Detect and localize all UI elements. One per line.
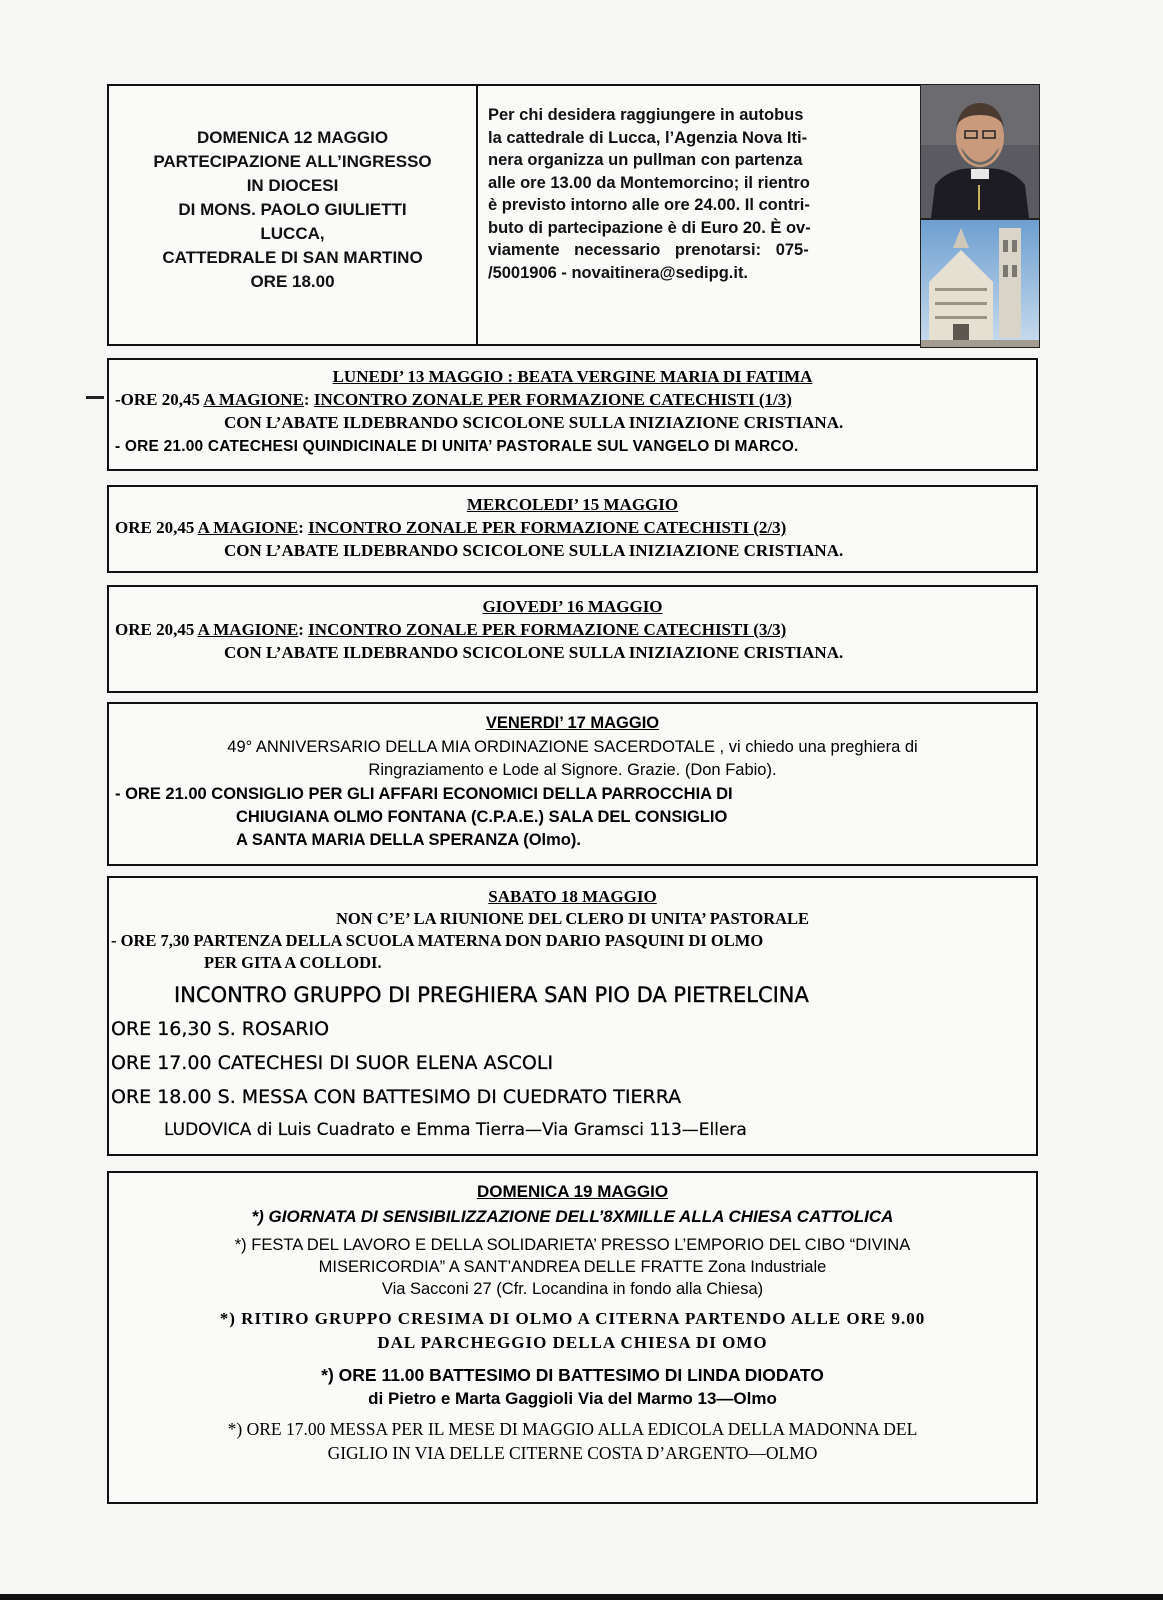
bus-info-line: nera organizza un pullman con partenza <box>488 151 803 169</box>
box1-line: DI MONS. PAOLO GIULIETTI <box>178 200 407 219</box>
schedule-box-friday <box>107 702 1038 866</box>
box1-line: DOMENICA 12 MAGGIO <box>196 128 389 147</box>
monday-sep: : <box>303 390 314 409</box>
sunday-baptism-line-2: di Pietro e Marta Gaggioli Via del Marmo 13—Olmo <box>368 1389 777 1408</box>
monday-line-3: - ORE 21.00 CATECHESI QUINDICINALE DI UNITA’ PASTORALE SUL VANGELO DI MARCO. <box>115 438 799 455</box>
margin-arrow-mark <box>86 396 104 399</box>
thursday-line-1 <box>115 619 786 641</box>
sunday-retreat-line-1: *) RITIRO GRUPPO CRESIMA DI OLMO A CITERNA PARTENDO ALLE ORE 9.00 <box>219 1309 926 1328</box>
schedule-box-saturday <box>107 876 1038 1156</box>
saturday-line-2: - ORE 7,30 PARTENZA DELLA SCUOLA MATERNA DON DARIO PASQUINI DI OLMO <box>111 931 764 950</box>
sunday-festa-line-3: Via Sacconi 27 (Cfr. Locandina in fondo alla Chiesa) <box>381 1280 764 1298</box>
bus-info-line: la cattedrale di Lucca, l’Agenzia Nova Iti- <box>488 128 808 147</box>
saturday-line-3: PER GITA A COLLODI. <box>204 953 382 972</box>
thursday-time: ORE 20,45 <box>115 620 198 639</box>
prayer-group-heading: INCONTRO GRUPPO DI PREGHIERA SAN PIO DA PIETRELCINA <box>174 983 809 1007</box>
box1-line: PARTECIPAZIONE ALL’INGRESSO <box>153 152 432 171</box>
sunday-baptism-line-1: *) ORE 11.00 BATTESIMO DI BATTESIMO DI LINDA DIODATO <box>321 1365 824 1385</box>
thursday-sep: : <box>298 620 309 639</box>
bus-info-line: è previsto intorno alle ore 24.00. Il contri- <box>488 196 810 214</box>
friday-line-2: Ringraziamento e Lode al Signore. Grazie. (Don Fabio). <box>368 761 777 779</box>
schedule-box-monday <box>107 358 1038 471</box>
sunday-8xmille: *) GIORNATA DI SENSIBILIZZAZIONE DELL’8XMILLE ALLA CHIESA CATTOLICA <box>251 1207 894 1226</box>
saturday-title: SABATO 18 MAGGIO <box>488 887 657 906</box>
scan-bottom-edge <box>0 1594 1163 1600</box>
sunday-title: DOMENICA 19 MAGGIO <box>476 1182 669 1201</box>
announcement-box-may-12 <box>107 84 478 346</box>
monday-place: A MAGIONE <box>203 390 304 409</box>
schedule-box-thursday <box>107 585 1038 693</box>
sunday-mass-line-1: *) ORE 17.00 MESSA PER IL MESE DI MAGGIO ALLA EDICOLA DELLA MADONNA DEL <box>227 1419 918 1439</box>
wednesday-line-1 <box>115 517 786 539</box>
saturday-mass: ORE 18.00 S. MESSA CON BATTESIMO DI CUEDRATO TIERRA <box>111 1086 682 1108</box>
wednesday-line-2: CON L’ABATE ILDEBRANDO SCICOLONE SULLA INIZIAZIONE CRISTIANA. <box>224 541 844 560</box>
wednesday-event: INCONTRO ZONALE PER FORMAZIONE CATECHISTI (2/3) <box>308 518 787 537</box>
friday-line-5: A SANTA MARIA DELLA SPERANZA (Olmo). <box>236 831 581 849</box>
monday-event: INCONTRO ZONALE PER FORMAZIONE CATECHISTI (1/3) <box>313 390 792 409</box>
bus-info-line: viamente necessario prenotarsi: 075- <box>488 241 809 259</box>
saturday-line-1: NON C’E’ LA RIUNIONE DEL CLERO DI UNITA’ PASTORALE <box>335 909 810 928</box>
friday-line-3: - ORE 21.00 CONSIGLIO PER GLI AFFARI ECONOMICI DELLA PARROCCHIA DI <box>115 785 733 803</box>
cathedral-image <box>920 219 1040 348</box>
bus-info-line: alle ore 13.00 da Montemorcino; il rientro <box>488 173 810 192</box>
schedule-box-sunday <box>107 1171 1038 1504</box>
portrait-illustration <box>921 85 1039 218</box>
box1-line: LUCCA, <box>260 224 325 243</box>
friday-line-1: 49° ANNIVERSARIO DELLA MIA ORDINAZIONE SACERDOTALE , vi chiedo una preghiera di <box>227 738 918 756</box>
friday-title: VENERDI’ 17 MAGGIO <box>485 714 660 732</box>
thursday-event: INCONTRO ZONALE PER FORMAZIONE CATECHISTI (3/3) <box>308 620 787 639</box>
box1-line: ORE 18.00 <box>250 272 335 291</box>
saturday-baptism-names: LUDOVICA di Luis Cuadrato e Emma Tierra—Via Gramsci 113—Ellera <box>164 1120 747 1140</box>
thursday-place: A MAGIONE <box>197 620 299 639</box>
saturday-rosary: ORE 16,30 S. ROSARIO <box>111 1018 330 1040</box>
sunday-festa-line-2: MISERICORDIA” A SANT’ANDREA DELLE FRATTE Zona Industriale <box>318 1258 827 1276</box>
thursday-title: GIOVEDI’ 16 MAGGIO <box>482 597 663 616</box>
sunday-mass-line-2: GIGLIO IN VIA DELLE CITERNE COSTA D’ARGENTO—OLMO <box>327 1443 818 1463</box>
schedule-box-wednesday <box>107 485 1038 573</box>
bus-info-line: /5001906 - novaitinera@sedipg.it. <box>488 263 749 282</box>
wednesday-place: A MAGIONE <box>197 518 299 537</box>
wednesday-title: MERCOLEDI’ 15 MAGGIO <box>466 495 679 514</box>
monday-line-2: CON L’ABATE ILDEBRANDO SCICOLONE SULLA INIZIAZIONE CRISTIANA. <box>224 413 844 432</box>
bus-info-line: buto di partecipazione è di Euro 20. È ov- <box>488 218 811 237</box>
cathedral-illustration <box>921 220 1039 347</box>
saturday-catechesis: ORE 17.00 CATECHESI DI SUOR ELENA ASCOLI <box>111 1052 554 1074</box>
wednesday-time: ORE 20,45 <box>115 518 198 537</box>
monday-time: -ORE 20,45 <box>115 390 204 409</box>
bishop-portrait-image <box>920 84 1040 219</box>
box1-line: IN DIOCESI <box>246 176 339 195</box>
monday-title: LUNEDI’ 13 MAGGIO : BEATA VERGINE MARIA DI FATIMA <box>332 367 813 386</box>
sunday-retreat-line-2: DAL PARCHEGGIO DELLA CHIESA DI OMO <box>377 1333 768 1352</box>
box1-line: CATTEDRALE DI SAN MARTINO <box>162 248 423 267</box>
bus-info-box <box>476 84 920 346</box>
thursday-line-2: CON L’ABATE ILDEBRANDO SCICOLONE SULLA INIZIAZIONE CRISTIANA. <box>224 643 844 662</box>
wednesday-sep: : <box>298 518 309 537</box>
monday-line-1 <box>115 389 792 411</box>
bus-info-line: Per chi desidera raggiungere in autobus <box>488 106 804 124</box>
sunday-festa-line-1: *) FESTA DEL LAVORO E DELLA SOLIDARIETA’ PRESSO L’EMPORIO DEL CIBO “DIVINA <box>234 1236 911 1254</box>
friday-line-4: CHIUGIANA OLMO FONTANA (C.P.A.E.) SALA DEL CONSIGLIO <box>236 808 728 826</box>
